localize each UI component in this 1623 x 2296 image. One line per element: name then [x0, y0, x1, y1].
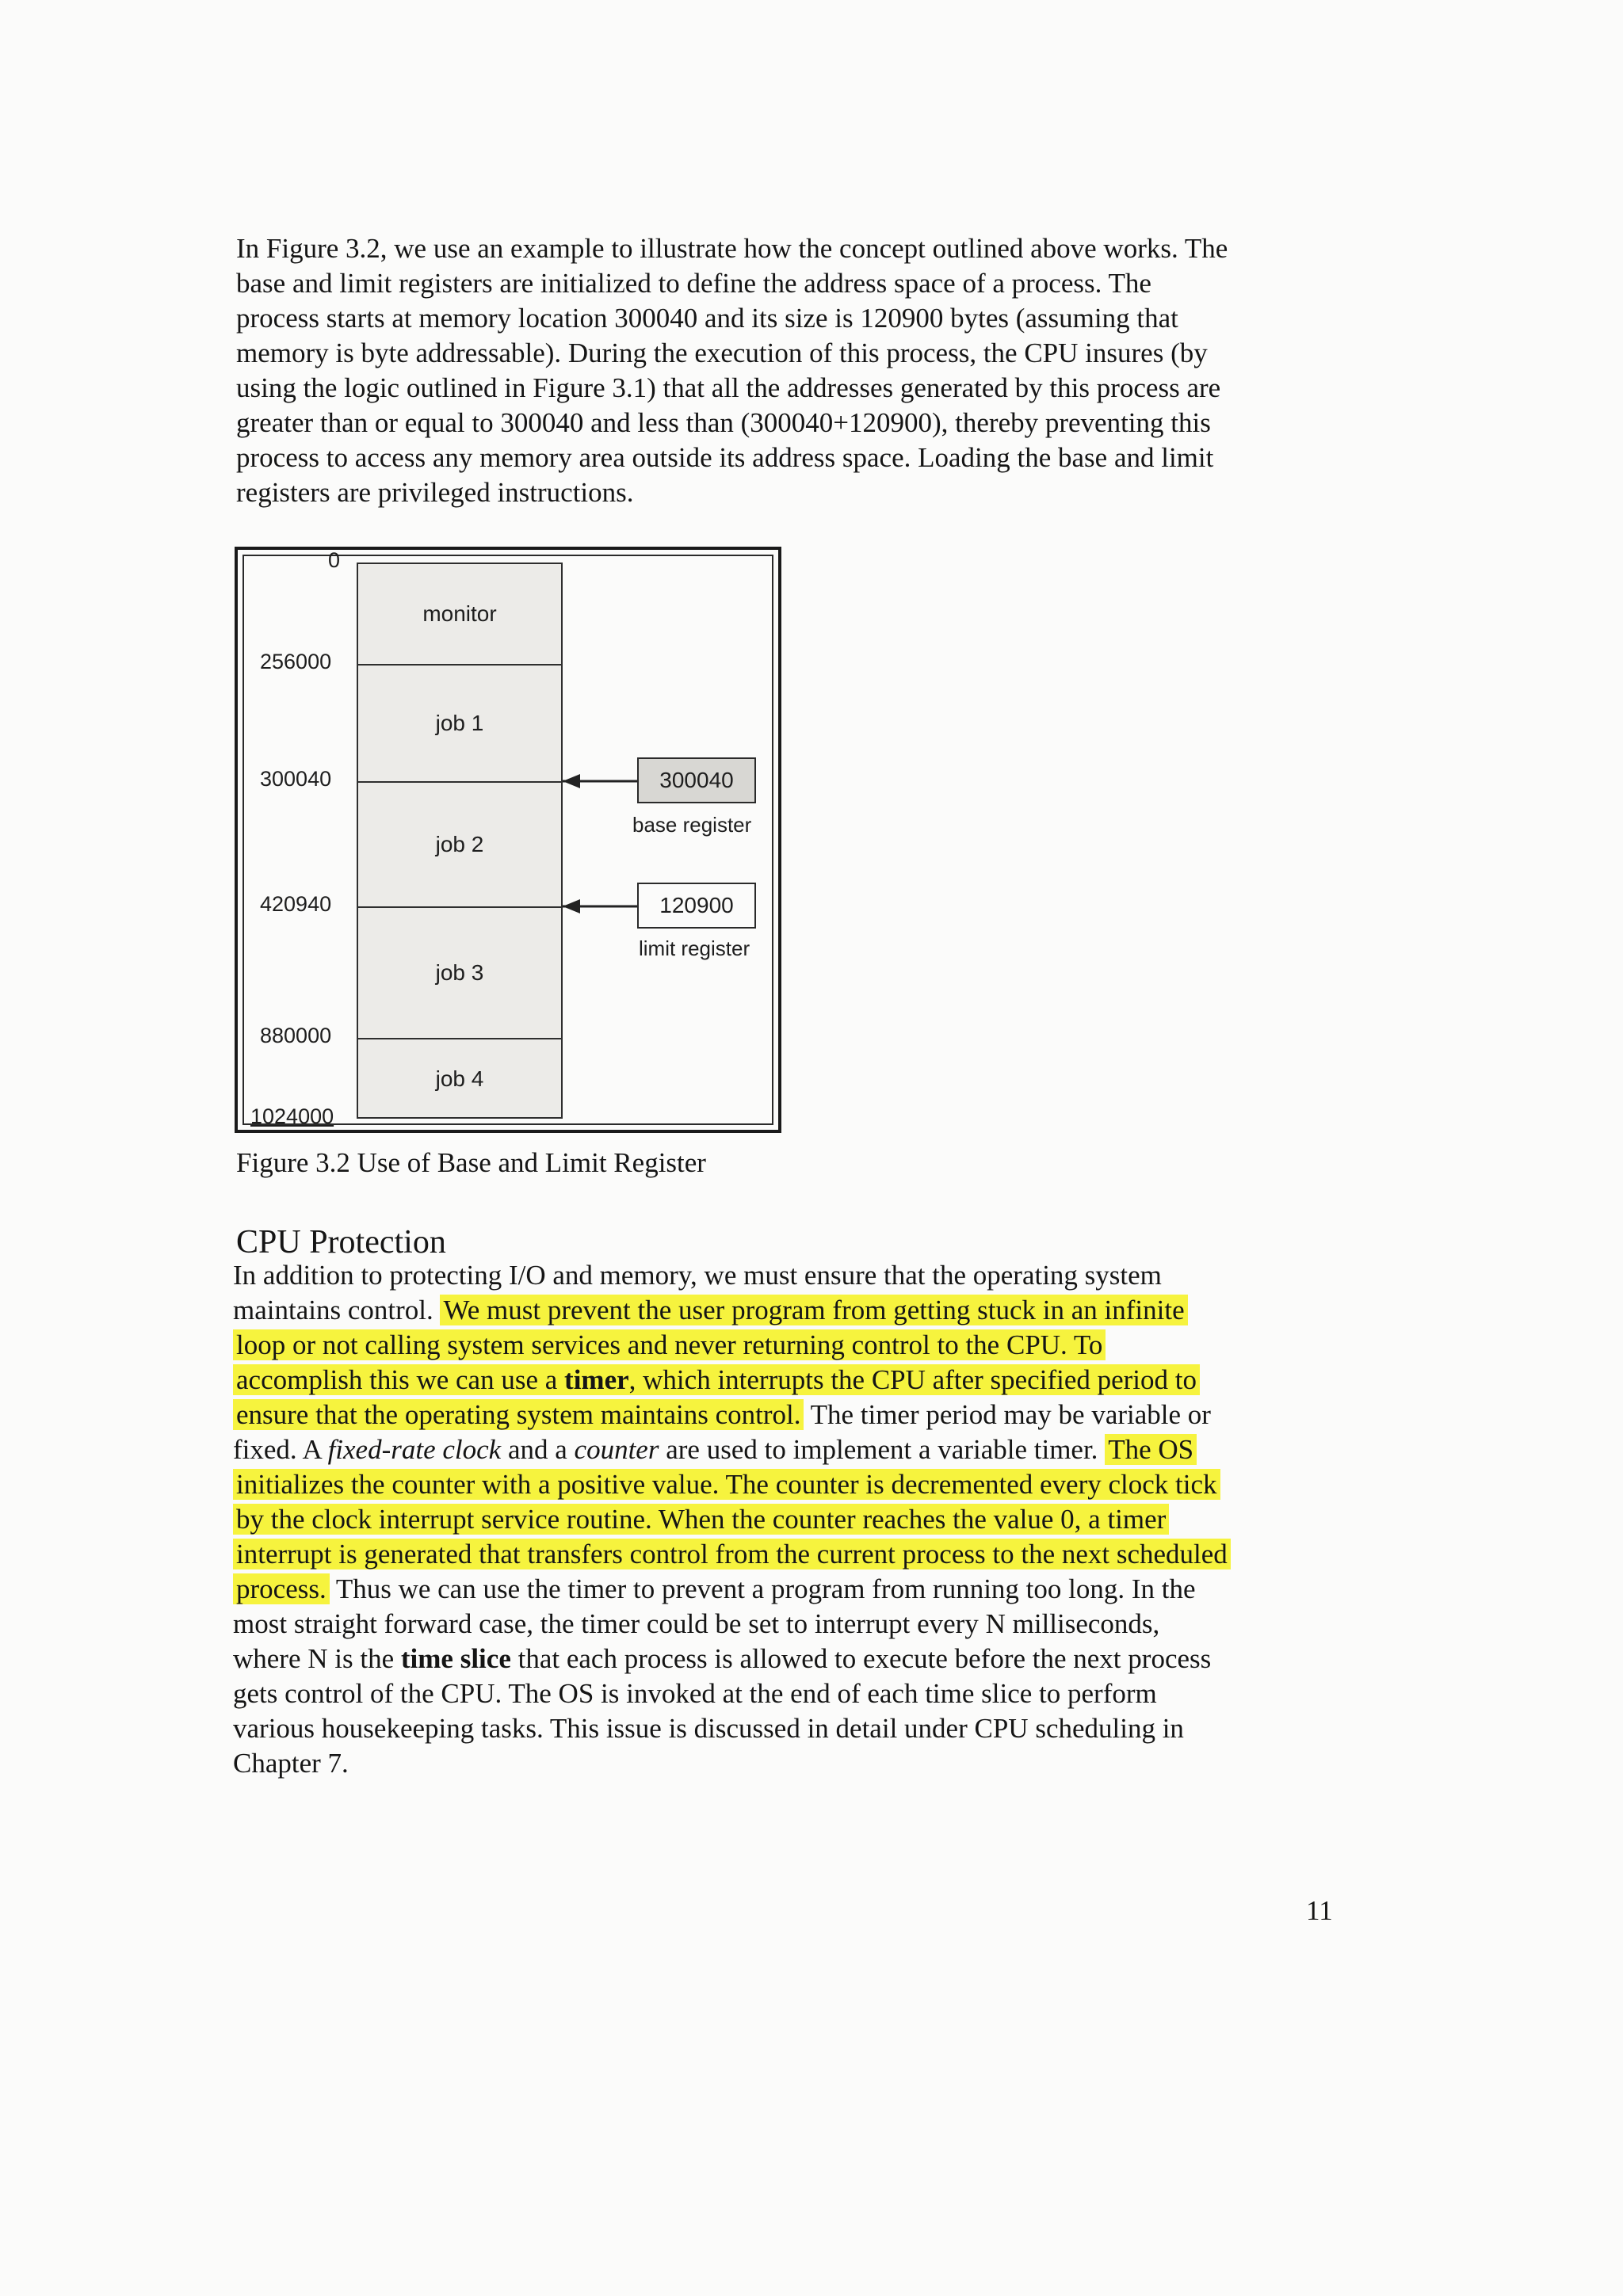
text-line	[233, 1537, 1342, 1572]
italic-term: counter	[574, 1434, 659, 1465]
text-line	[233, 1502, 1342, 1537]
highlighted-text: loop or not calling system services and never returning control to the CPU. To	[233, 1329, 1106, 1360]
highlighted-text: We must prevent the user program from getting stuck in an infinite	[440, 1295, 1187, 1325]
highlighted-text: process.	[233, 1573, 330, 1604]
memory-segment-job-3: job 3	[358, 908, 561, 1039]
text-line: various housekeeping tasks. This issue is discussed in detail under CPU scheduling in	[233, 1713, 1184, 1744]
text-line: process. Thus we can use the timer to prevent a program from running too long. In the	[233, 1572, 1342, 1607]
register-arrows	[235, 547, 786, 1138]
highlighted-text: ensure that the operating system maintains control.	[233, 1399, 804, 1430]
text-line	[233, 1467, 1342, 1502]
text-line: greater than or equal to 300040 and less than (300040+120900), thereby preventing this	[236, 407, 1211, 438]
page-number: 11	[1306, 1895, 1333, 1926]
text-line: process to access any memory area outside its address space. Loading the base and limit	[236, 442, 1214, 473]
text-line: maintains control. We must prevent the user program from getting stuck in an infinite	[233, 1293, 1342, 1328]
highlighted-text: initializes the counter with a positive value. The counter is decremented every clock tick	[233, 1469, 1220, 1500]
address-label: 0	[328, 548, 341, 572]
text-line: where N is the time slice that each process is allowed to execute before the next process	[233, 1643, 1212, 1674]
intro-paragraph	[236, 231, 1322, 510]
address-label: 880000	[260, 1024, 332, 1047]
text-line	[233, 1363, 1342, 1398]
bold-term: time slice	[400, 1643, 511, 1674]
text-line: base and limit registers are initialized to define the address space of a process. The	[236, 268, 1151, 299]
base-register-box: 300040	[637, 757, 756, 803]
text-line: most straight forward case, the timer could be set to interrupt every N milliseconds,	[233, 1608, 1160, 1639]
text-line: using the logic outlined in Figure 3.1) that all the addresses generated by this process are	[236, 372, 1221, 403]
section-heading: CPU Protection	[236, 1224, 446, 1261]
text-line: gets control of the CPU. The OS is invoked at the end of each time slice to perform	[233, 1678, 1157, 1709]
bold-term: timer	[564, 1364, 629, 1395]
limit-arrow-head	[563, 899, 580, 913]
limit-register-label: limit register	[639, 936, 750, 960]
text-line: ensure that the operating system maintains control. The timer period may be variable or	[233, 1398, 1342, 1432]
text-line: In addition to protecting I/O and memory, we must ensure that the operating system	[233, 1260, 1162, 1291]
italic-term: fixed-rate clock	[327, 1434, 502, 1465]
highlighted-text: accomplish this we can use a timer, which interrupts the CPU after specified period to	[233, 1364, 1200, 1395]
text-line	[233, 1328, 1342, 1363]
address-label: 420940	[260, 892, 332, 916]
memory-segment-job-2: job 2	[358, 783, 561, 908]
highlighted-text: The OS	[1105, 1434, 1197, 1465]
highlighted-text: by the clock interrupt service routine. When the counter reaches the value 0, a timer	[233, 1504, 1169, 1535]
memory-segment-monitor: monitor	[358, 564, 561, 666]
text-line: process starts at memory location 300040 and its size is 120900 bytes (assuming that	[236, 303, 1178, 334]
memory-layout-figure	[235, 547, 786, 1138]
address-label: 256000	[260, 650, 332, 673]
figure-caption: Figure 3.2 Use of Base and Limit Register	[236, 1147, 706, 1178]
highlighted-text: interrupt is generated that transfers control from the current process to the next scheduled	[233, 1539, 1231, 1569]
limit-register-box: 120900	[637, 883, 756, 929]
address-label: 300040	[260, 767, 332, 791]
text-line: In Figure 3.2, we use an example to illustrate how the concept outlined above works. The	[236, 233, 1228, 264]
memory-segment-job-4: job 4	[435, 1066, 484, 1091]
text-line: memory is byte addressable). During the execution of this process, the CPU insures (by	[236, 338, 1208, 368]
base-register-label: base register	[632, 813, 752, 837]
address-label: 1024000	[250, 1104, 334, 1128]
text-line: Chapter 7.	[233, 1748, 349, 1779]
section-paragraph	[233, 1258, 1342, 1781]
text-line: registers are privileged instructions.	[236, 477, 634, 508]
text-line: fixed. A fixed-rate clock and a counter are used to implement a variable timer. The OS	[233, 1432, 1342, 1467]
memory-segment-job-1: job 1	[358, 666, 561, 783]
base-arrow-head	[563, 774, 580, 788]
